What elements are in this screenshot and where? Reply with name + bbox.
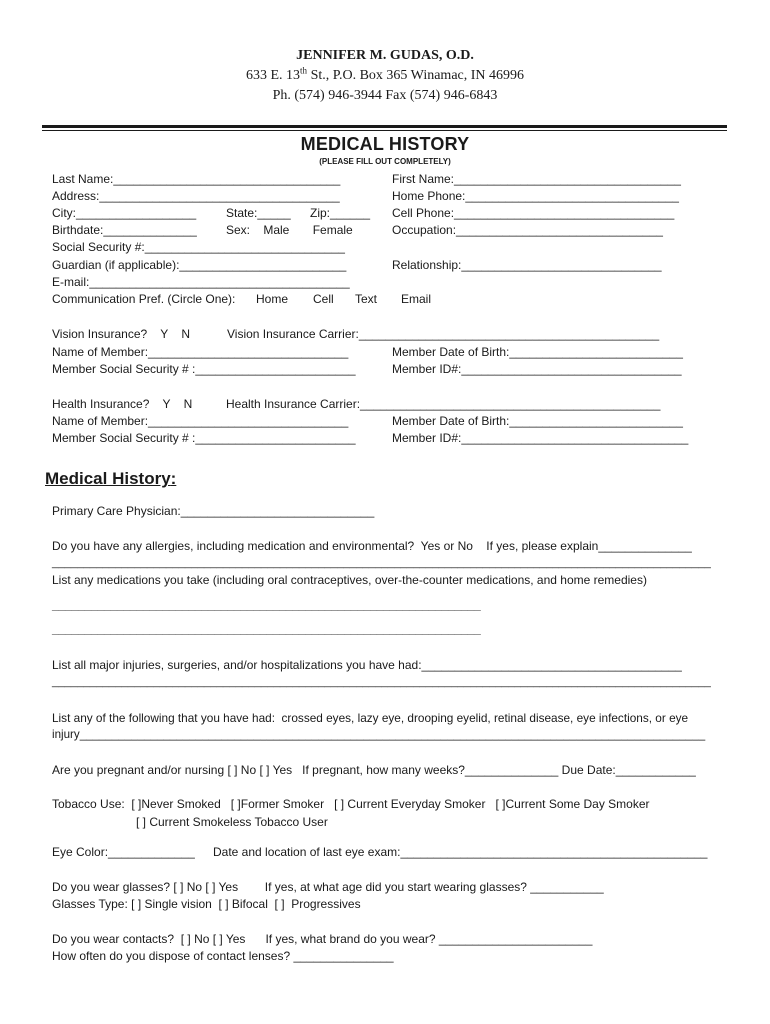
last-name-field[interactable]: Last Name:__________________________________ bbox=[52, 172, 341, 186]
header-divider-thick bbox=[42, 125, 727, 128]
last-eye-exam-field[interactable]: Date and location of last eye exam:______________________________________________ bbox=[213, 845, 708, 859]
tobacco-smokeless-option[interactable]: [ ] Current Smokeless Tobacco User bbox=[136, 815, 328, 829]
practice-phone-fax: Ph. (574) 946-3944 Fax (574) 946-6843 bbox=[272, 88, 498, 103]
contacts-question[interactable]: Do you wear contacts? [ ] No [ ] Yes If yes, what brand do you wear? _______________________ bbox=[52, 932, 593, 946]
glasses-question[interactable]: Do you wear glasses? [ ] No [ ] Yes If yes, at what age did you start wearing glasses? ___________ bbox=[52, 880, 604, 894]
health-member-id-field[interactable]: Member ID#:__________________________________ bbox=[392, 431, 689, 445]
city-field[interactable]: City:__________________ bbox=[52, 206, 197, 220]
comm-option-text[interactable]: Text bbox=[355, 292, 378, 306]
health-member-dob-field[interactable]: Member Date of Birth:__________________________ bbox=[392, 414, 683, 428]
allergies-answer-line[interactable]: ________________________________________________________________________________________________________ bbox=[52, 557, 711, 569]
first-name-field[interactable]: First Name:__________________________________ bbox=[392, 172, 681, 186]
vision-member-name-field[interactable]: Name of Member:______________________________ bbox=[52, 345, 349, 359]
comm-option-cell[interactable]: Cell bbox=[313, 292, 334, 306]
address-suffix: St., P.O. Box 365 Winamac, IN 46996 bbox=[307, 68, 525, 83]
medications-answer-line-2[interactable]: __________________________________________________________________ bbox=[52, 622, 481, 636]
home-phone-field[interactable]: Home Phone:________________________________ bbox=[392, 189, 679, 203]
social-security-field[interactable]: Social Security #:______________________________ bbox=[52, 240, 345, 254]
address-prefix: 633 E. 13 bbox=[245, 68, 301, 83]
comm-option-email[interactable]: Email bbox=[401, 292, 432, 306]
eye-conditions-answer-line[interactable]: injury_________________________________________________________________________________________________ bbox=[52, 728, 706, 741]
state-field[interactable]: State:_____ bbox=[226, 206, 291, 220]
address-ordinal: th bbox=[300, 65, 308, 76]
email-field[interactable]: E-mail:_______________________________________ bbox=[52, 275, 350, 289]
medical-history-heading bbox=[45, 469, 176, 489]
form-subtitle: (PLEASE FILL OUT COMPLETELY) bbox=[319, 157, 451, 166]
tobacco-use-options[interactable]: Tobacco Use: [ ]Never Smoked [ ]Former Smoker [ ] Current Everyday Smoker [ ]Current Some Day Smoker bbox=[52, 797, 650, 811]
vision-member-ssn-field[interactable]: Member Social Security # :________________________ bbox=[52, 362, 356, 376]
guardian-field[interactable]: Guardian (if applicable):_________________________ bbox=[52, 258, 347, 272]
contacts-dispose-field[interactable]: How often do you dispose of contact lenses? _______________ bbox=[52, 949, 394, 963]
vision-member-id-field[interactable]: Member ID#:_________________________________ bbox=[392, 362, 682, 376]
glasses-type-options[interactable]: Glasses Type: [ ] Single vision [ ] Bifocal [ ] Progressives bbox=[52, 897, 361, 911]
medications-answer-line-1[interactable]: __________________________________________________________________ bbox=[52, 598, 481, 612]
injuries-answer-line[interactable]: ________________________________________________________________________________________________________ bbox=[52, 676, 711, 688]
comm-option-home[interactable]: Home bbox=[256, 292, 289, 306]
primary-care-physician-field[interactable]: Primary Care Physician:_____________________________ bbox=[52, 504, 375, 518]
zip-field[interactable]: Zip:______ bbox=[310, 206, 371, 220]
practice-name: JENNIFER M. GUDAS, O.D. bbox=[296, 48, 474, 63]
medications-question: List any medications you take (including oral contraceptives, over-the-counter medications, and home remedies) bbox=[52, 573, 647, 587]
vision-insurance-carrier-field[interactable]: Vision Insurance Carrier:_____________________________________________ bbox=[227, 327, 660, 341]
birthdate-field[interactable]: Birthdate:______________ bbox=[52, 223, 197, 237]
eye-conditions-question: List any of the following that you have had: crossed eyes, lazy eye, drooping eyelid, retinal disease, eye infections, or eye bbox=[52, 711, 689, 725]
allergies-question[interactable]: Do you have any allergies, including medication and environmental? Yes or No If yes, please explain______________ bbox=[52, 539, 692, 553]
header-divider-thin bbox=[42, 130, 727, 131]
form-title: MEDICAL HISTORY bbox=[300, 134, 470, 154]
medical-history-heading-text: Medical History bbox=[45, 469, 171, 488]
practice-address bbox=[0, 66, 770, 86]
medical-history-heading-colon: : bbox=[170, 469, 177, 488]
vision-insurance-question[interactable]: Vision Insurance? Y N bbox=[52, 327, 191, 341]
health-insurance-question[interactable]: Health Insurance? Y N bbox=[52, 397, 193, 411]
cell-phone-field[interactable]: Cell Phone:_________________________________ bbox=[392, 206, 675, 220]
health-member-name-field[interactable]: Name of Member:______________________________ bbox=[52, 414, 349, 428]
injuries-question[interactable]: List all major injuries, surgeries, and/or hospitalizations you have had:_______________________________________ bbox=[52, 658, 682, 672]
pregnancy-question[interactable]: Are you pregnant and/or nursing [ ] No [ ] Yes If pregnant, how many weeks?______________ Due Date:____________ bbox=[52, 763, 696, 777]
sex-choice[interactable]: Sex: Male Female bbox=[226, 223, 353, 237]
communication-pref-label: Communication Pref. (Circle One): bbox=[52, 292, 236, 306]
relationship-field[interactable]: Relationship:______________________________ bbox=[392, 258, 662, 272]
health-member-ssn-field[interactable]: Member Social Security # :________________________ bbox=[52, 431, 356, 445]
eye-color-field[interactable]: Eye Color:_____________ bbox=[52, 845, 195, 859]
occupation-field[interactable]: Occupation:_______________________________ bbox=[392, 223, 663, 237]
vision-member-dob-field[interactable]: Member Date of Birth:__________________________ bbox=[392, 345, 683, 359]
address-field[interactable]: Address:____________________________________ bbox=[52, 189, 340, 203]
health-insurance-carrier-field[interactable]: Health Insurance Carrier:_____________________________________________ bbox=[226, 397, 661, 411]
